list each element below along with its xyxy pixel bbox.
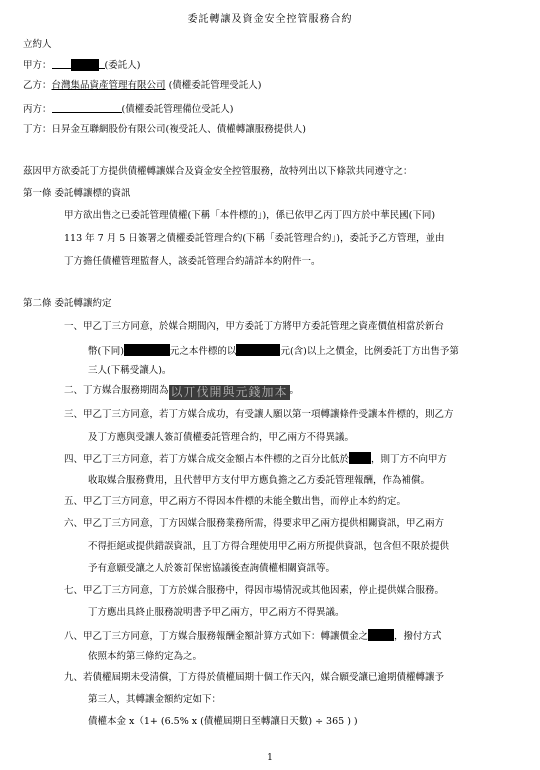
clause-text: 幣(下同) [88, 346, 124, 357]
clause-text: 元(含)以上之價金，比例委託丁方出售予第 [280, 346, 459, 357]
party-b-name: 台灣集品資產管理有限公司 [51, 80, 166, 91]
clause-text: 甲乙丁三方同意，於媒合期間內，甲方委託丁方將甲方委託管理之資產價值相當於新台 [83, 321, 445, 332]
clause-text: 甲乙丁三方同意，甲乙兩方不得因本件標的未能全數出售，而停止本約約定。 [83, 496, 407, 507]
clause-text: 甲乙丁三方同意，丁方於媒合服務中，得因市場情況或其他因素，停止提供媒合服務。 [83, 585, 445, 596]
clause-number: 七、 [64, 585, 84, 596]
clause-text: 甲乙丁三方同意，丁方媒合服務報酬金額計算方式如下：轉讓價金之 [83, 631, 369, 642]
party-c-line [23, 102, 233, 116]
clause-text: 甲乙丁三方同意，若丁方媒合成功，有受讓人願以第一項轉讓條件受讓本件標的，則乙方 [83, 409, 454, 420]
redaction-block [124, 344, 170, 356]
article1-paragraph-line: 113 年 7 月 5 日簽署之債權委託管理合約(下稱「委託管理合約」)，委託予乙方管理，並由 [64, 233, 445, 244]
article1-paragraph-line: 甲方欲出售之已委託管理債權(下稱「本件標的」)，係已依甲乙丙丁四方於中華民國(下同) [64, 210, 436, 221]
page-number: 1 [267, 753, 273, 763]
clause-8 [64, 629, 442, 643]
clause-number: 九、 [64, 672, 84, 683]
clause-1-line-3: 三人(下稱受讓人)。 [88, 365, 172, 376]
clause-text: 若債權屆期未受清償，丁方得於債權屆期十個工作天內，媒合願受讓已逾期債權轉讓予 [83, 672, 445, 683]
party-a-prefix: 甲方： [23, 60, 52, 71]
article2-heading: 第二條 委託轉讓約定 [23, 298, 112, 309]
clause-6-line-2: 不得拒絕或提供錯誤資訊，且丁方得合理使用甲乙兩方所提供資訊，包含但不限於提供 [88, 541, 450, 552]
clause-6-line-3: 予有意願受讓之人於簽訂保密協議後查詢債權相關資訊等。 [88, 563, 336, 574]
party-c-role: (債權委託管理備位受託人) [121, 104, 234, 115]
transfer-amount-formula: 債權本金 x（1+ (6.5% x (債權屆期日至轉讓日天數) ÷ 365 ) ) [88, 716, 358, 727]
clause-number: 五、 [64, 496, 84, 507]
clause-4 [64, 452, 447, 466]
clause-5 [64, 496, 406, 508]
preamble: 茲因甲方欲委託丁方提供債權轉讓媒合及資金安全控管服務，故特列出以下條款共同遵守之： [23, 166, 413, 177]
clause-8-line-2: 依照本約第三條約定為之。 [88, 651, 203, 662]
party-c-prefix: 丙方： [23, 104, 52, 115]
party-a-role: (委託人) [104, 60, 141, 71]
party-b-line [23, 80, 261, 92]
party-a-blank [52, 58, 71, 69]
clause-number: 六、 [64, 518, 84, 529]
clause-6 [64, 518, 444, 530]
redaction-block [349, 452, 371, 464]
clause-text: 甲乙丁三方同意，若丁方媒合成交金額占本件標的之百分比低於 [83, 454, 350, 465]
article1-paragraph-line: 丁方擔任債權管理監督人，該委託管理合約請詳本約附件一。 [64, 256, 321, 267]
clause-text: ，撥付方式 [394, 631, 442, 642]
party-c-blank [52, 102, 122, 113]
clause-4-line-2: 收取媒合服務費用，且代替甲方支付甲方應負擔之乙方委託管理報酬，作為補償。 [88, 475, 431, 486]
clause-1-line-2 [88, 344, 459, 358]
clause-text: 元之本件標的以 [169, 346, 237, 357]
clause-number: 四、 [64, 454, 84, 465]
article1-heading: 第一條 委託轉讓標的資訊 [23, 188, 131, 199]
clause-9-line-2: 第三人，其轉讓金額約定如下： [88, 694, 222, 705]
clause-3 [64, 409, 454, 421]
clause-text: 甲乙丁三方同意，丁方因媒合服務業務所需，得要求甲乙兩方提供相關資訊，甲乙兩方 [83, 518, 445, 529]
clause-text: 丁方媒合服務期間為 [83, 385, 169, 396]
party-d-line: 丁方：日昇金互聯網股份有限公司(複受託人、債權轉讓服務提供人) [23, 124, 306, 135]
clause-text: ，則丁方不向甲方 [371, 454, 448, 465]
clause-text: 。 [289, 385, 300, 396]
party-a-redaction [71, 59, 99, 71]
clause-7 [64, 585, 444, 597]
clause-number: 一、 [64, 321, 84, 332]
document-title: 委託轉讓及資金安全控管服務合約 [187, 14, 353, 25]
clause-number: 二、 [64, 385, 84, 396]
clause-3-line-2: 及丁方應與受讓人簽訂債權委託管理合約，甲乙兩方不得異議。 [88, 432, 355, 443]
party-b-prefix: 乙方： [23, 80, 52, 91]
redaction-block [236, 344, 280, 356]
redaction-block [368, 629, 394, 641]
clause-number: 八、 [64, 631, 84, 642]
parties-heading: 立約人 [23, 39, 52, 50]
party-a-line [23, 58, 140, 72]
party-b-role: (債權委託管理受託人) [168, 80, 262, 91]
clause-1 [64, 321, 444, 333]
obscured-text-watermark: 以丌伐開與元錢加本 [170, 385, 288, 399]
clause-2 [64, 385, 299, 400]
clause-9 [64, 672, 444, 684]
clause-number: 三、 [64, 409, 84, 420]
clause-7-line-2: 丁方應出具終止服務說明書予甲乙兩方，甲乙兩方不得異議。 [88, 607, 345, 618]
